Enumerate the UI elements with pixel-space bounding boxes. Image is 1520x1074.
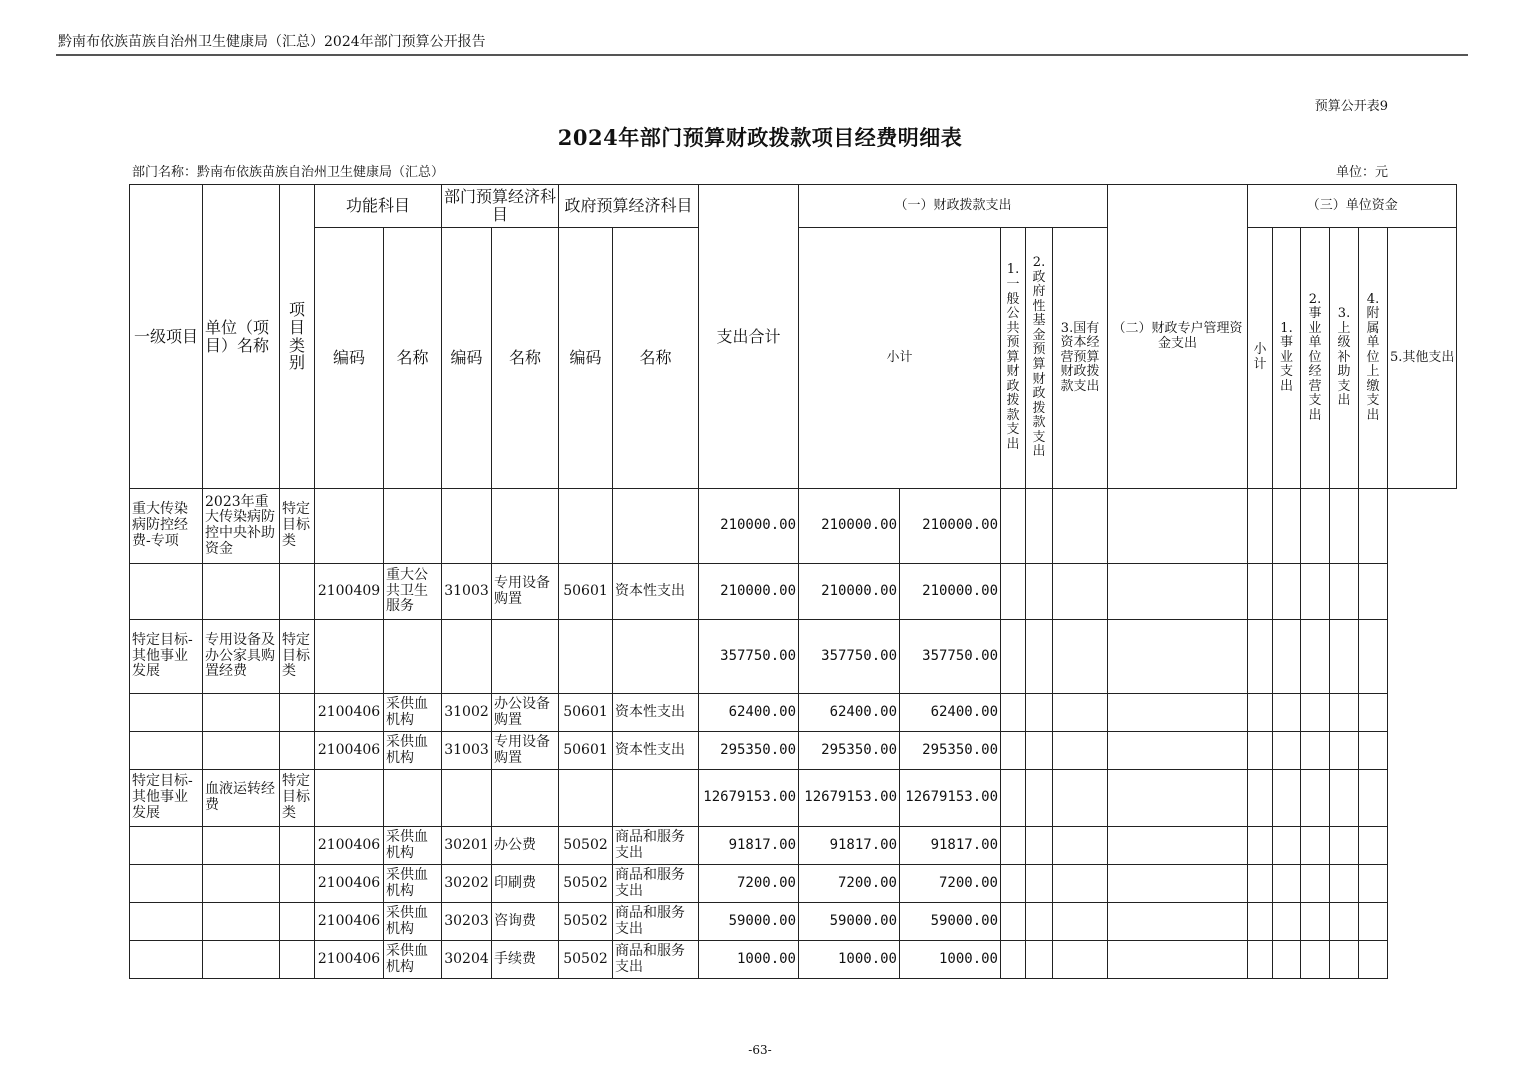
unit-project-name: [203, 732, 280, 770]
header-dept-econ-subject: 部门预算经济科目: [442, 185, 559, 228]
state-capital-expense: [1026, 564, 1053, 620]
gov-econ-name: [613, 620, 699, 694]
affiliated-remit-expense: [1330, 770, 1359, 827]
state-capital-expense: [1026, 827, 1053, 865]
affiliated-remit-expense: [1330, 941, 1359, 979]
header-dept-code: 编码: [442, 228, 492, 489]
project-type: 特定目标类: [280, 770, 315, 827]
state-capital-expense: [1026, 903, 1053, 941]
header-superior-subsidy: 3.上级补助支出: [1330, 228, 1359, 489]
affiliated-remit-expense: [1330, 564, 1359, 620]
unit-project-name: 专用设备及办公家具购置经费: [203, 620, 280, 694]
career-expense: [1248, 827, 1273, 865]
dept-econ-name: 手续费: [492, 941, 559, 979]
project-type: [280, 941, 315, 979]
table-row: [130, 865, 1457, 903]
dept-econ-code: [442, 489, 492, 564]
superior-subsidy-expense: [1301, 489, 1330, 564]
dept-econ-name: [492, 770, 559, 827]
career-expense: [1248, 620, 1273, 694]
other-expense: [1359, 489, 1388, 564]
gov-fund-expense: [1001, 770, 1026, 827]
dept-econ-name: 印刷费: [492, 865, 559, 903]
function-code: [315, 489, 384, 564]
state-capital-expense: [1026, 770, 1053, 827]
first-level-project: [130, 827, 203, 865]
function-code: 2100406: [315, 865, 384, 903]
gov-econ-name: 商品和服务支出: [613, 903, 699, 941]
business-expense: [1273, 489, 1301, 564]
general-budget-expense: 7200.00: [900, 865, 1001, 903]
project-type: 特定目标类: [280, 489, 315, 564]
gov-econ-name: 资本性支出: [613, 694, 699, 732]
state-capital-expense: [1026, 732, 1053, 770]
general-budget-expense: 357750.00: [900, 620, 1001, 694]
unit-funds-subtotal: [1108, 489, 1248, 564]
gov-econ-code: 50502: [559, 903, 613, 941]
header-affiliated-remit: 4.附属单位上缴支出: [1359, 228, 1388, 489]
fiscal-subtotal: 59000.00: [799, 903, 900, 941]
gov-econ-code: [559, 770, 613, 827]
affiliated-remit-expense: [1330, 732, 1359, 770]
unit-funds-subtotal: [1108, 564, 1248, 620]
affiliated-remit-expense: [1330, 865, 1359, 903]
project-type: [280, 732, 315, 770]
header-other-expense: 5.其他支出: [1388, 228, 1457, 489]
header-func-name: 名称: [384, 228, 442, 489]
function-name: [384, 770, 442, 827]
header-rule: [56, 54, 1468, 56]
first-level-project: [130, 941, 203, 979]
business-expense: [1273, 770, 1301, 827]
state-capital-expense: [1026, 694, 1053, 732]
dept-econ-name: [492, 489, 559, 564]
header-fiscal-appropriation: （一）财政拨款支出: [799, 185, 1108, 228]
header-func-code: 编码: [315, 228, 384, 489]
state-capital-expense: [1026, 865, 1053, 903]
gov-fund-expense: [1001, 694, 1026, 732]
affiliated-remit-expense: [1330, 903, 1359, 941]
dept-econ-name: 专用设备购置: [492, 564, 559, 620]
other-expense: [1359, 694, 1388, 732]
total-expense: 91817.00: [699, 827, 799, 865]
header-unit-funds: （三）单位资金: [1248, 185, 1457, 228]
dept-econ-code: 31002: [442, 694, 492, 732]
business-expense: [1273, 694, 1301, 732]
gov-fund-expense: [1001, 941, 1026, 979]
unit-funds-subtotal: [1108, 770, 1248, 827]
superior-subsidy-expense: [1301, 694, 1330, 732]
gov-econ-code: [559, 620, 613, 694]
function-code: 2100406: [315, 694, 384, 732]
table-row: [130, 770, 1457, 827]
table-row: [130, 732, 1457, 770]
function-name: 采供血机构: [384, 732, 442, 770]
career-expense: [1248, 732, 1273, 770]
unit-project-name: 血液运转经费: [203, 770, 280, 827]
fiscal-subtotal: 210000.00: [799, 489, 900, 564]
project-type: [280, 564, 315, 620]
function-name: 采供血机构: [384, 865, 442, 903]
page-number: -63-: [748, 1043, 772, 1057]
header-gov-fund-budget: 2.政府性基金预算财政拨款支出: [1026, 228, 1053, 489]
gov-fund-expense: [1001, 732, 1026, 770]
dept-econ-code: [442, 620, 492, 694]
career-expense: [1248, 694, 1273, 732]
function-code: 2100406: [315, 941, 384, 979]
project-type: [280, 903, 315, 941]
special-account-expense: [1053, 941, 1108, 979]
project-type: [280, 827, 315, 865]
table-row: [130, 903, 1457, 941]
fiscal-subtotal: 1000.00: [799, 941, 900, 979]
currency-unit: 单位：元: [1335, 165, 1388, 180]
unit-project-name: 2023年重大传染病防控中央补助资金: [203, 489, 280, 564]
fiscal-subtotal: 357750.00: [799, 620, 900, 694]
fiscal-subtotal: 12679153.00: [799, 770, 900, 827]
career-expense: [1248, 564, 1273, 620]
dept-econ-name: 专用设备购置: [492, 732, 559, 770]
superior-subsidy-expense: [1301, 827, 1330, 865]
dept-econ-name: 办公设备购置: [492, 694, 559, 732]
dept-econ-code: [442, 770, 492, 827]
header-career-expense: 1.事业支出: [1273, 228, 1301, 489]
superior-subsidy-expense: [1301, 941, 1330, 979]
superior-subsidy-expense: [1301, 620, 1330, 694]
affiliated-remit-expense: [1330, 620, 1359, 694]
gov-fund-expense: [1001, 903, 1026, 941]
business-expense: [1273, 827, 1301, 865]
business-expense: [1273, 903, 1301, 941]
function-name: 重大公共卫生服务: [384, 564, 442, 620]
career-expense: [1248, 903, 1273, 941]
dept-econ-name: [492, 620, 559, 694]
superior-subsidy-expense: [1301, 903, 1330, 941]
special-account-expense: [1053, 489, 1108, 564]
unit-funds-subtotal: [1108, 941, 1248, 979]
gov-econ-code: 50502: [559, 941, 613, 979]
general-budget-expense: 295350.00: [900, 732, 1001, 770]
gov-fund-expense: [1001, 564, 1026, 620]
dept-econ-name: 办公费: [492, 827, 559, 865]
function-name: 采供血机构: [384, 903, 442, 941]
gov-econ-code: [559, 489, 613, 564]
gov-econ-code: 50601: [559, 694, 613, 732]
gov-econ-name: 商品和服务支出: [613, 941, 699, 979]
function-name: 采供血机构: [384, 941, 442, 979]
other-expense: [1359, 770, 1388, 827]
table-row: [130, 941, 1457, 979]
dept-econ-name: 咨询费: [492, 903, 559, 941]
total-expense: 59000.00: [699, 903, 799, 941]
career-expense: [1248, 489, 1273, 564]
function-name: 采供血机构: [384, 694, 442, 732]
special-account-expense: [1053, 770, 1108, 827]
other-expense: [1359, 903, 1388, 941]
career-expense: [1248, 941, 1273, 979]
dept-econ-code: 30201: [442, 827, 492, 865]
gov-econ-code: 50502: [559, 827, 613, 865]
page-title: 2024年部门预算财政拨款项目经费明细表: [557, 125, 963, 150]
special-account-expense: [1053, 903, 1108, 941]
general-budget-expense: 62400.00: [900, 694, 1001, 732]
superior-subsidy-expense: [1301, 732, 1330, 770]
first-level-project: 特定目标-其他事业发展: [130, 620, 203, 694]
gov-econ-name: 资本性支出: [613, 564, 699, 620]
function-name: [384, 489, 442, 564]
gov-fund-expense: [1001, 620, 1026, 694]
gov-econ-code: 50601: [559, 564, 613, 620]
other-expense: [1359, 941, 1388, 979]
affiliated-remit-expense: [1330, 827, 1359, 865]
gov-econ-name: 商品和服务支出: [613, 865, 699, 903]
gov-econ-name: 商品和服务支出: [613, 827, 699, 865]
other-expense: [1359, 564, 1388, 620]
other-expense: [1359, 620, 1388, 694]
dept-econ-code: 30204: [442, 941, 492, 979]
function-name: [384, 620, 442, 694]
header-dept-name: 名称: [492, 228, 559, 489]
first-level-project: [130, 865, 203, 903]
fiscal-subtotal: 295350.00: [799, 732, 900, 770]
dept-econ-code: 31003: [442, 732, 492, 770]
career-expense: [1248, 865, 1273, 903]
first-level-project: 重大传染病防控经费-专项: [130, 489, 203, 564]
function-code: [315, 770, 384, 827]
gov-econ-code: 50601: [559, 732, 613, 770]
other-expense: [1359, 865, 1388, 903]
unit-project-name: [203, 694, 280, 732]
special-account-expense: [1053, 865, 1108, 903]
dept-econ-code: 30202: [442, 865, 492, 903]
first-level-project: 特定目标-其他事业发展: [130, 770, 203, 827]
fiscal-subtotal: 91817.00: [799, 827, 900, 865]
header-gov-name: 名称: [613, 228, 699, 489]
first-level-project: [130, 732, 203, 770]
unit-funds-subtotal: [1108, 865, 1248, 903]
function-code: 2100406: [315, 903, 384, 941]
total-expense: 62400.00: [699, 694, 799, 732]
general-budget-expense: 210000.00: [900, 489, 1001, 564]
total-expense: 1000.00: [699, 941, 799, 979]
unit-funds-subtotal: [1108, 903, 1248, 941]
general-budget-expense: 210000.00: [900, 564, 1001, 620]
special-account-expense: [1053, 694, 1108, 732]
function-code: [315, 620, 384, 694]
business-expense: [1273, 564, 1301, 620]
table-number: 预算公开表9: [1314, 99, 1388, 114]
function-code: 2100406: [315, 732, 384, 770]
affiliated-remit-expense: [1330, 694, 1359, 732]
table-row: [130, 827, 1457, 865]
header-gov-code: 编码: [559, 228, 613, 489]
unit-project-name: [203, 564, 280, 620]
first-level-project: [130, 903, 203, 941]
gov-econ-name: [613, 489, 699, 564]
header-function-subject: 功能科目: [315, 185, 442, 228]
table-row: [130, 564, 1457, 620]
special-account-expense: [1053, 732, 1108, 770]
other-expense: [1359, 732, 1388, 770]
unit-project-name: [203, 865, 280, 903]
dept-econ-code: 30203: [442, 903, 492, 941]
project-type: [280, 694, 315, 732]
report-header: 黔南布依族苗族自治州卫生健康局（汇总）2024年部门预算公开报告: [58, 34, 486, 50]
gov-econ-code: 50502: [559, 865, 613, 903]
gov-fund-expense: [1001, 865, 1026, 903]
general-budget-expense: 91817.00: [900, 827, 1001, 865]
first-level-project: [130, 694, 203, 732]
header-project-type: 项目类别: [280, 185, 315, 489]
header-business-expense: 2.事业单位经营支出: [1301, 228, 1330, 489]
total-expense: 357750.00: [699, 620, 799, 694]
general-budget-expense: 59000.00: [900, 903, 1001, 941]
superior-subsidy-expense: [1301, 770, 1330, 827]
state-capital-expense: [1026, 620, 1053, 694]
project-type: 特定目标类: [280, 620, 315, 694]
dept-econ-code: 31003: [442, 564, 492, 620]
budget-table: [129, 184, 1457, 979]
special-account-expense: [1053, 564, 1108, 620]
special-account-expense: [1053, 827, 1108, 865]
special-account-expense: [1053, 620, 1108, 694]
department-name: 部门名称：黔南布依族苗族自治州卫生健康局（汇总）: [132, 165, 445, 180]
state-capital-expense: [1026, 941, 1053, 979]
business-expense: [1273, 865, 1301, 903]
superior-subsidy-expense: [1301, 865, 1330, 903]
fiscal-subtotal: 210000.00: [799, 564, 900, 620]
other-expense: [1359, 827, 1388, 865]
unit-funds-subtotal: [1108, 827, 1248, 865]
function-code: 2100406: [315, 827, 384, 865]
general-budget-expense: 1000.00: [900, 941, 1001, 979]
gov-fund-expense: [1001, 489, 1026, 564]
header-state-capital-budget: 3.国有资本经营预算财政拨款支出: [1053, 228, 1108, 489]
gov-econ-name: [613, 770, 699, 827]
general-budget-expense: 12679153.00: [900, 770, 1001, 827]
total-expense: 12679153.00: [699, 770, 799, 827]
function-name: 采供血机构: [384, 827, 442, 865]
gov-fund-expense: [1001, 827, 1026, 865]
state-capital-expense: [1026, 489, 1053, 564]
header-special-account: （二）财政专户管理资金支出: [1108, 185, 1248, 489]
fiscal-subtotal: 7200.00: [799, 865, 900, 903]
project-type: [280, 865, 315, 903]
total-expense: 210000.00: [699, 489, 799, 564]
header-first-level: 一级项目: [130, 185, 203, 489]
unit-project-name: [203, 903, 280, 941]
business-expense: [1273, 620, 1301, 694]
table-row: [130, 694, 1457, 732]
total-expense: 7200.00: [699, 865, 799, 903]
total-expense: 295350.00: [699, 732, 799, 770]
unit-project-name: [203, 941, 280, 979]
header-fiscal-subtotal: 小计: [799, 228, 1001, 489]
gov-econ-name: 资本性支出: [613, 732, 699, 770]
total-expense: 210000.00: [699, 564, 799, 620]
business-expense: [1273, 732, 1301, 770]
function-code: 2100409: [315, 564, 384, 620]
header-unit-subtotal: 小计: [1248, 228, 1273, 489]
header-unit-name: 单位（项目）名称: [203, 185, 280, 489]
first-level-project: [130, 564, 203, 620]
affiliated-remit-expense: [1330, 489, 1359, 564]
unit-project-name: [203, 827, 280, 865]
superior-subsidy-expense: [1301, 564, 1330, 620]
table-row: [130, 620, 1457, 694]
fiscal-subtotal: 62400.00: [799, 694, 900, 732]
unit-funds-subtotal: [1108, 732, 1248, 770]
unit-funds-subtotal: [1108, 694, 1248, 732]
unit-funds-subtotal: [1108, 620, 1248, 694]
header-gov-econ-subject: 政府预算经济科目: [559, 185, 699, 228]
career-expense: [1248, 770, 1273, 827]
table-row: [130, 489, 1457, 564]
header-general-budget: 1.一般公共预算财政拨款支出: [1001, 228, 1026, 489]
business-expense: [1273, 941, 1301, 979]
header-total: 支出合计: [699, 185, 799, 489]
